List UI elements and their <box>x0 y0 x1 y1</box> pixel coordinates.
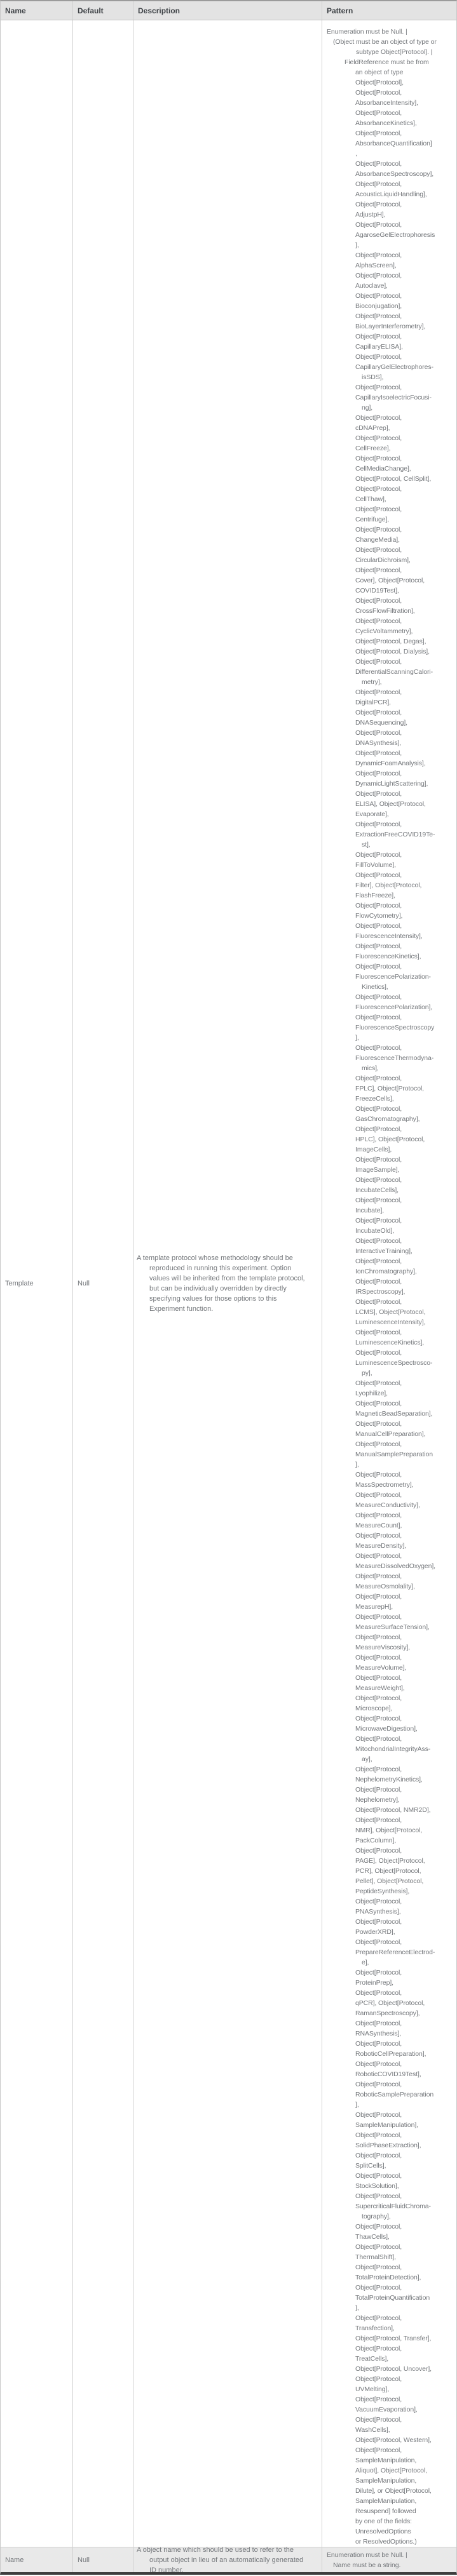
pattern-line: Object[Protocol, <box>355 130 402 137</box>
column-header-default-label: Default <box>78 6 104 15</box>
pattern-line: FlashFreeze], <box>355 892 395 899</box>
pattern-line: SplitCells], <box>355 2162 386 2170</box>
pattern-line: PackColumn], <box>355 1837 397 1844</box>
pattern-line: IncubateOld], <box>355 1227 395 1235</box>
pattern-line: Object[Protocol, <box>355 1735 402 1743</box>
pattern-line: Object[Protocol, <box>355 729 402 737</box>
pattern-line: Object[Protocol, <box>355 922 402 930</box>
pattern-line: ], <box>355 2101 359 2109</box>
pattern-line: Object[Protocol, <box>355 790 402 798</box>
pattern-line: Object[Protocol, <box>355 1786 402 1794</box>
pattern-line: Object[Protocol, <box>355 333 402 340</box>
pattern-line: Object[Protocol, <box>355 2243 402 2251</box>
pattern-line: (Object must be an object of type or <box>333 38 437 46</box>
table-header-row <box>1 1 456 20</box>
pattern-line: Object[Protocol, <box>355 1278 402 1285</box>
pattern-line: Centrifuge], <box>355 516 390 523</box>
option-default-cell <box>72 20 133 2547</box>
pattern-line: Object[Protocol, <box>355 1766 402 1773</box>
pattern-line: , <box>355 150 357 158</box>
pattern-line: Object[Protocol, <box>355 1420 402 1428</box>
pattern-line: TotalProteinQuantification <box>355 2294 430 2302</box>
pattern-line: Object[Protocol, <box>355 312 402 320</box>
pattern-line: Object[Protocol, <box>355 1176 402 1184</box>
pattern-line: Object[Protocol, <box>355 1654 402 1661</box>
pattern-line: Incubate], <box>355 1207 385 1214</box>
pattern-line: RNASynthesis], <box>355 2030 402 2037</box>
pattern-line: PowderXRD], <box>355 1928 395 1936</box>
pattern-line: MeasureViscosity], <box>355 1644 411 1651</box>
option-description-name: A object name which should be used to refer to the output object in lieu of an automatically generated ID number. <box>137 2546 304 2574</box>
pattern-line: Object[Protocol], <box>355 79 404 86</box>
pattern-line: AbsorbanceKinetics], <box>355 119 417 127</box>
pattern-line: NMR], Object[Protocol, <box>355 1827 423 1834</box>
column-header-name-label: Name <box>5 6 26 15</box>
pattern-line: Object[Protocol, <box>355 1989 402 1997</box>
pattern-line: MeasurepH], <box>355 1603 393 1611</box>
pattern-line: Object[Protocol, <box>355 617 402 625</box>
pattern-line: ManualCellPreparation], <box>355 1430 426 1438</box>
column-header-description <box>133 1 322 20</box>
pattern-line: Object[Protocol, <box>355 1898 402 1905</box>
pattern-line: MagneticBeadSeparation], <box>355 1410 433 1418</box>
pattern-line: CrossFlowFiltration], <box>355 607 415 615</box>
pattern-line: MeasureOsmolality], <box>355 1583 415 1590</box>
pattern-line: MeasureSurfaceTension], <box>355 1623 430 1631</box>
pattern-line: CapillaryGelElectrophores- <box>355 363 433 371</box>
pattern-line: MicrowaveDigestion], <box>355 1725 418 1733</box>
pattern-line: MeasureWeight], <box>355 1684 405 1692</box>
pattern-line: Object[Protocol, <box>355 2264 402 2271</box>
pattern-line: Object[Protocol, <box>355 109 402 117</box>
pattern-line: SampleManipulation, <box>355 2477 417 2485</box>
column-header-pattern-label: Pattern <box>327 6 353 15</box>
pattern-line: MitochondrialIntegrityAss- <box>355 1745 431 1753</box>
pattern-line: Object[Protocol, <box>355 2314 402 2322</box>
option-description-cell <box>133 20 322 2547</box>
pattern-line: Object[Protocol, <box>355 993 402 1001</box>
pattern-line: ImageCells], <box>355 1146 392 1153</box>
pattern-line: Dilute], or Object[Protocol, <box>355 2487 432 2495</box>
pattern-line: MeasureConductivity], <box>355 1501 420 1509</box>
option-pattern-cell <box>322 2547 456 2572</box>
pattern-line: Aliquot], Object[Protocol, <box>355 2467 427 2474</box>
pattern-line: Object[Protocol, Dialysis], <box>355 648 430 655</box>
pattern-line: LuminescenceSpectrosco- <box>355 1359 433 1367</box>
pattern-line: NephelometryKinetics], <box>355 1776 423 1783</box>
pattern-line: Object[Protocol, <box>355 1969 402 1976</box>
pattern-line: Object[Protocol, <box>355 2192 402 2200</box>
pattern-line: COVID19Test], <box>355 587 399 594</box>
pattern-line: CyclicVoltammetry], <box>355 627 413 635</box>
pattern-line: Object[Protocol, <box>355 1156 402 1164</box>
pattern-line: ExtractionFreeCOVID19Te- <box>355 831 435 838</box>
pattern-line: by one of the fields: <box>355 2518 412 2525</box>
pattern-line: e], <box>362 1959 369 1966</box>
pattern-line: CellFreeze], <box>355 445 391 452</box>
pattern-line: AdjustpH], <box>355 211 386 218</box>
pattern-line: Object[Protocol, <box>355 506 402 513</box>
pattern-line: Bioconjugation], <box>355 302 402 310</box>
pattern-line: PCR], Object[Protocol, <box>355 1867 421 1875</box>
pattern-line: Object[Protocol, <box>355 1471 402 1479</box>
pattern-line: IRSpectroscopy], <box>355 1288 406 1296</box>
pattern-line: FreezeCells], <box>355 1095 394 1103</box>
pattern-line: Object[Protocol, <box>355 2060 402 2068</box>
pattern-line: ThawCells], <box>355 2233 390 2241</box>
pattern-line: Object[Protocol, <box>355 272 402 279</box>
pattern-line: st], <box>362 841 371 849</box>
pattern-line: RoboticSamplePreparation <box>355 2091 434 2098</box>
pattern-line: Object[Protocol, <box>355 871 402 879</box>
pattern-line: Object[Protocol, <box>355 455 402 462</box>
pattern-line: Object[Protocol, <box>355 1075 402 1082</box>
pattern-line: Object[Protocol, <box>355 1613 402 1621</box>
pattern-line: DifferentialScanningCalori- <box>355 668 433 676</box>
pattern-line: Object[Protocol, <box>355 658 402 666</box>
pattern-line: ], <box>355 1461 359 1468</box>
pattern-line: Object[Protocol, <box>355 434 402 442</box>
pattern-line: PeptideSynthesis], <box>355 1888 410 1895</box>
pattern-line: SampleManipulation], <box>355 2121 418 2129</box>
pattern-line: Object[Protocol, Transfer], <box>355 2335 432 2342</box>
pattern-line: IncubateCells], <box>355 1186 399 1194</box>
pattern-line: DigitalPCR], <box>355 699 391 706</box>
pattern-line: Object[Protocol, <box>355 2284 402 2291</box>
pattern-line: Object[Protocol, <box>355 1329 402 1336</box>
pattern-line: Filter], Object[Protocol, <box>355 882 422 889</box>
pattern-line: MeasureDensity], <box>355 1542 407 1550</box>
pattern-line: UnresolvedOptions <box>355 2528 411 2535</box>
pattern-line: Object[Protocol, <box>355 1938 402 1946</box>
pattern-line: CellMediaChange], <box>355 465 411 473</box>
pattern-line: FluorescencePolarization], <box>355 1003 433 1011</box>
pattern-line: Object[Protocol, <box>355 1715 402 1722</box>
pattern-line: SampleManipulation, <box>355 2497 417 2505</box>
pattern-line: BioLayerInterferometry], <box>355 323 426 330</box>
pattern-line: Object[Protocol, <box>355 1552 402 1560</box>
pattern-line: FPLC], Object[Protocol, <box>355 1085 424 1092</box>
pattern-line: SupercriticalFluidChroma- <box>355 2203 431 2210</box>
pattern-line: SolidPhaseExtraction], <box>355 2142 421 2149</box>
pattern-line: ay], <box>362 1755 372 1763</box>
column-header-name <box>1 1 72 20</box>
pattern-line: MassSpectrometry], <box>355 1481 414 1489</box>
pattern-line: Object[Protocol, <box>355 770 402 777</box>
option-name-cell <box>1 20 72 2547</box>
option-name-cell <box>1 2547 72 2572</box>
pattern-line: Object[Protocol, <box>355 709 402 716</box>
pattern-line: Object[Protocol, <box>355 252 402 259</box>
pattern-line: Object[Protocol, <box>355 2375 402 2383</box>
pattern-line: RamanSpectroscopy], <box>355 2009 420 2017</box>
pattern-line: ], <box>355 241 359 249</box>
pattern-line: Enumeration must be Null. | <box>327 2551 407 2559</box>
pattern-line: FillToVolume], <box>355 861 396 869</box>
pattern-line: TreatCells], <box>355 2355 389 2363</box>
option-description-template: A template protocol whose methodology should be reproduced in running this experiment. Option values will be inherited from the template protocol, but can be individually overridden by directly specifying values for those options to this Experiment function. <box>137 1254 305 1313</box>
pattern-line: Autoclave], <box>355 282 388 290</box>
pattern-line: Object[Protocol, <box>355 1816 402 1824</box>
pattern-line: LuminescenceKinetics], <box>355 1339 425 1346</box>
pattern-line: Object[Protocol, <box>355 1258 402 1265</box>
pattern-line: DynamicFoamAnalysis], <box>355 760 426 767</box>
pattern-line: Object[Protocol, <box>355 221 402 229</box>
pattern-line: Object[Protocol, <box>355 749 402 757</box>
pattern-line: Object[Protocol, Uncover], <box>355 2365 432 2373</box>
pattern-line: Object[Protocol, <box>355 902 402 909</box>
pattern-line: GasChromatography], <box>355 1115 420 1123</box>
pattern-line: Object[Protocol, <box>355 943 402 950</box>
pattern-line: Object[Protocol, <box>355 2040 402 2048</box>
pattern-line: Object[Protocol, <box>355 89 402 97</box>
option-default-cell <box>72 2547 133 2572</box>
pattern-line: FlowCytometry], <box>355 912 403 920</box>
pattern-line: Name must be a string. <box>333 2561 401 2569</box>
pattern-line: Object[Protocol, <box>355 688 402 696</box>
pattern-line: Kinetics], <box>362 983 388 991</box>
table-row-template <box>1 20 456 2547</box>
pattern-line: Object[Protocol, <box>355 1532 402 1540</box>
pattern-line: Object[Protocol, <box>355 851 402 859</box>
pattern-line: Object[Protocol, <box>355 1105 402 1113</box>
option-default-name: Null <box>78 2556 90 2564</box>
pattern-line: Object[Protocol, <box>355 1217 402 1224</box>
option-description-cell <box>133 2547 322 2572</box>
pattern-line: AgaroseGelElectrophoresis <box>355 231 435 239</box>
pattern-line: Object[Protocol, <box>355 292 402 300</box>
pattern-line: SampleManipulation, <box>355 2457 417 2464</box>
pattern-line: Object[Protocol, <box>355 384 402 391</box>
pattern-line: Object[Protocol, <box>355 1237 402 1245</box>
pattern-line: IonChromatography], <box>355 1268 417 1275</box>
pattern-line: mics], <box>362 1064 379 1072</box>
pattern-line: Object[Protocol, <box>355 1573 402 1580</box>
pattern-line: Evaporate], <box>355 810 389 818</box>
pattern-line: Object[Protocol, <box>355 1044 402 1052</box>
pattern-line: Object[Protocol, <box>355 1674 402 1682</box>
pattern-line: Nephelometry], <box>355 1796 400 1804</box>
pattern-line: InteractiveTraining], <box>355 1247 413 1255</box>
pattern-line: Object[Protocol, <box>355 1512 402 1519</box>
pattern-line: an object of type <box>355 69 404 76</box>
pattern-line: Object[Protocol, <box>355 1593 402 1600</box>
column-header-pattern <box>322 1 456 20</box>
pattern-line: Object[Protocol, <box>355 567 402 574</box>
pattern-line: MeasureCount], <box>355 1522 402 1529</box>
pattern-line: Object[Protocol, <box>355 2081 402 2088</box>
pattern-line: ], <box>355 2304 359 2312</box>
pattern-line: CapillaryIsoelectricFocusi- <box>355 394 432 401</box>
pattern-line: Microscope], <box>355 1705 393 1712</box>
pattern-line: FluorescenceThermodyna- <box>355 1054 434 1062</box>
pattern-line: Object[Protocol, <box>355 1847 402 1855</box>
pattern-line: LuminescenceIntensity], <box>355 1318 426 1326</box>
pattern-line: ImageSample], <box>355 1166 400 1174</box>
pattern-line: Object[Protocol, <box>355 1491 402 1499</box>
pattern-line: PNASynthesis], <box>355 1908 401 1915</box>
pattern-line: Object[Protocol, <box>355 2111 402 2119</box>
pattern-line: Cover], Object[Protocol, <box>355 577 425 584</box>
pattern-line: Object[Protocol, <box>355 2131 402 2139</box>
pattern-line: Resuspend] followed <box>355 2507 416 2515</box>
pattern-line: Object[Protocol, <box>355 597 402 605</box>
pattern-line: ELISA], Object[Protocol, <box>355 800 426 808</box>
pattern-line: FluorescenceSpectroscopy <box>355 1024 435 1031</box>
pattern-line: PrepareReferenceElectrod- <box>355 1949 435 1956</box>
pattern-line: Object[Protocol, <box>355 2172 402 2180</box>
pattern-line: Object[Protocol, <box>355 546 402 554</box>
option-pattern-cell <box>322 20 456 2547</box>
pattern-line: Object[Protocol, <box>355 1014 402 1021</box>
pattern-line: Object[Protocol, <box>355 1349 402 1357</box>
pattern-line: Object[Protocol, <box>355 353 402 361</box>
column-header-default <box>72 1 133 20</box>
pattern-line: ChangeMedia], <box>355 536 400 544</box>
pattern-line: Object[Protocol, <box>355 2020 402 2027</box>
pattern-line: UVMelting], <box>355 2385 390 2393</box>
pattern-line: Object[Protocol, <box>355 2416 402 2424</box>
pattern-line: Object[Protocol, <box>355 1197 402 1204</box>
pattern-line: Object[Protocol, Western], <box>355 2436 432 2444</box>
pattern-line: StockSolution], <box>355 2182 399 2190</box>
pattern-line: ], <box>355 1034 359 1042</box>
pattern-line: Object[Protocol, <box>355 1298 402 1306</box>
pattern-line: AbsorbanceQuantification] <box>355 140 432 147</box>
pattern-line: LCMS], Object[Protocol, <box>355 1308 426 1316</box>
pattern-line: py], <box>362 1369 372 1377</box>
pattern-line: AbsorbanceSpectroscopy], <box>355 170 434 178</box>
pattern-line: AbsorbanceIntensity], <box>355 99 418 107</box>
pattern-line: Object[Protocol, <box>355 414 402 422</box>
pattern-line: RoboticCOVID19Test], <box>355 2070 421 2078</box>
pattern-line: Object[Protocol, <box>355 963 402 970</box>
pattern-line: FluorescenceKinetics], <box>355 953 421 960</box>
pattern-line: Object[Protocol, <box>355 1694 402 1702</box>
pattern-line: FluorescencePolarization- <box>355 973 431 981</box>
pattern-line: Object[Protocol, <box>355 180 402 188</box>
pattern-line: WashCells], <box>355 2426 390 2434</box>
pattern-line: Object[Protocol, <box>355 1440 402 1448</box>
pattern-line: CellThaw], <box>355 495 386 503</box>
pattern-line: ManualSamplePreparation <box>355 1451 433 1458</box>
pattern-line: Object[Protocol, CellSplit], <box>355 475 432 483</box>
pattern-line: subtype Object[Protocol]. | <box>356 48 433 56</box>
pattern-line: Object[Protocol, <box>355 201 402 208</box>
pattern-line: FieldReference must be from <box>344 58 429 66</box>
pattern-line: DNASynthesis], <box>355 739 402 747</box>
pattern-line: Enumeration must be Null. | <box>327 28 407 36</box>
pattern-line: CircularDichroism], <box>355 556 411 564</box>
option-name-template: Template <box>5 1280 34 1287</box>
pattern-line: VacuumEvaporation], <box>355 2406 418 2413</box>
pattern-line: Object[Protocol, NMR2D], <box>355 1806 431 1814</box>
pattern-line: Object[Protocol, <box>355 2396 402 2403</box>
pattern-line: Object[Protocol, <box>355 526 402 533</box>
pattern-line: Transfection], <box>355 2324 395 2332</box>
table-row-name <box>1 2547 456 2572</box>
pattern-line: cDNAPrep], <box>355 424 390 432</box>
pattern-line: Object[Protocol, Degas], <box>355 638 426 645</box>
pattern-line: Object[Protocol, <box>355 1125 402 1133</box>
pattern-line: ThermalShift], <box>355 2253 396 2261</box>
pattern-line: PAGE], Object[Protocol, <box>355 1857 425 1865</box>
pattern-line: MeasureDissolvedOxygen], <box>355 1562 435 1570</box>
pattern-line: Object[Protocol, <box>355 1633 402 1641</box>
pattern-line: AcousticLiquidHandling], <box>355 191 427 198</box>
option-default-template: Null <box>78 1280 90 1287</box>
pattern-line: Object[Protocol, <box>355 2446 402 2454</box>
pattern-line: Object[Protocol, <box>355 485 402 493</box>
pattern-line: ProteinPrep], <box>355 1979 393 1987</box>
pattern-line: ng], <box>362 404 373 412</box>
pattern-line: CapillaryELISA], <box>355 343 403 351</box>
pattern-line: DNASequencing], <box>355 719 407 727</box>
pattern-line: qPCR], Object[Protocol, <box>355 1999 425 2007</box>
pattern-line: AlphaScreen], <box>355 262 397 269</box>
pattern-line: Pellet], Object[Protocol, <box>355 1877 424 1885</box>
pattern-line: Object[Protocol, <box>355 1400 402 1407</box>
pattern-line: isSDS], <box>362 373 384 381</box>
pattern-line: MeasureVolume], <box>355 1664 407 1672</box>
pattern-line: tography], <box>362 2213 391 2220</box>
pattern-line: Object[Protocol, <box>355 2152 402 2159</box>
pattern-line: or ResolvedOptions.) <box>355 2538 417 2546</box>
pattern-line: Object[Protocol, <box>355 1379 402 1387</box>
pattern-line: metry], <box>362 678 382 686</box>
pattern-line: FluorescenceIntensity], <box>355 932 423 940</box>
pattern-line: Object[Protocol, <box>355 2223 402 2231</box>
pattern-line: RoboticCellPreparation], <box>355 2050 426 2058</box>
pattern-line: HPLC], Object[Protocol, <box>355 1136 425 1143</box>
pattern-line: DynamicLightScattering], <box>355 780 428 788</box>
pattern-line: TotalProteinDetection], <box>355 2274 421 2281</box>
pattern-line: Object[Protocol, <box>355 160 402 168</box>
pattern-line: Lyophilize], <box>355 1390 388 1397</box>
pattern-line: Object[Protocol, <box>355 2345 402 2352</box>
pattern-line: Object[Protocol, <box>355 821 402 828</box>
option-name-name: Name <box>5 2556 24 2564</box>
pattern-line: Object[Protocol, <box>355 1918 402 1926</box>
column-header-description-label: Description <box>138 6 181 15</box>
